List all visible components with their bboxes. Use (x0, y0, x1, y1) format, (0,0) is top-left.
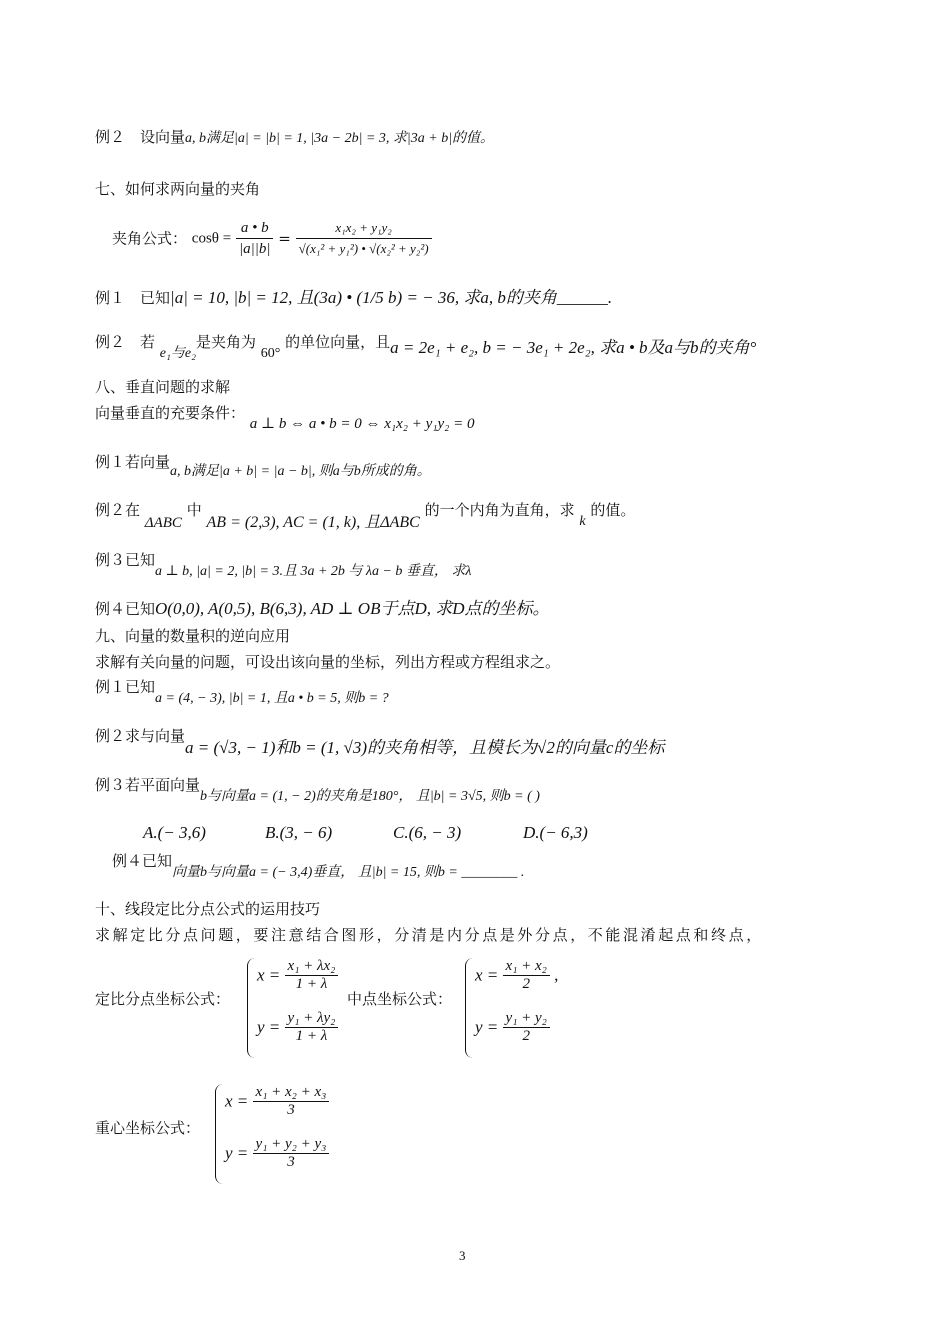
angle-example-2 (95, 332, 757, 361)
fraction-numerator: x₁x₂ + y₁y₂ (296, 218, 432, 239)
reverse-example-2 (95, 726, 665, 757)
centroid-formula-system (215, 1084, 345, 1184)
example-label: 例２ 设向量 (95, 128, 186, 146)
reverse-example-4 (112, 851, 525, 880)
condition-label: 向量垂直的充要条件： (95, 404, 246, 422)
math-expression: a, b满足|a| = |b| = 1, |3a − 2b| = 3, 求|3a + b|的值。 (185, 131, 495, 146)
section-10-heading: 十、线段定比分点公式的运用技巧 (95, 900, 321, 918)
example-label: 例４已知 (95, 600, 156, 618)
comma: , (554, 965, 559, 985)
midpoint-x-row (475, 958, 558, 993)
text-segment: 的单位向量，且 (285, 333, 391, 351)
example-label: 例３已知 (95, 551, 156, 569)
text-segment: 的值。 (590, 501, 636, 519)
division-y-fraction (285, 1010, 339, 1045)
math-expression: AB = (2,3), AC = (1, k), 且ΔABC (206, 514, 420, 531)
fraction-numerator: x₁ + x₂ + x₃ (253, 1084, 330, 1102)
fraction-denominator: 2 (522, 976, 530, 992)
example-label: 例１已知 (95, 678, 156, 696)
section-9-description: 求解有关向量的问题，可设出该向量的坐标，列出方程或方程组求之。 (95, 653, 561, 671)
perp-example-3 (95, 550, 472, 579)
math-expression: a, b满足|a + b| = |a − b|, 则a与b所成的角。 (170, 464, 431, 479)
fraction-denominator: 1 + λ (295, 976, 328, 992)
lhs: y = (225, 1143, 249, 1163)
division-x-row (257, 958, 338, 993)
midpoint-formula-label: 中点坐标公式： (347, 990, 453, 1008)
lhs: x = (475, 965, 499, 985)
reverse-example-3 (95, 775, 540, 804)
example-label: 例４已知 (112, 852, 173, 870)
division-x-fraction (285, 958, 339, 993)
example-label: 例２ 若 (95, 333, 156, 351)
centroid-formula-label: 重心坐标公式： (95, 1119, 201, 1137)
midpoint-formula-system (465, 958, 565, 1058)
angle-fraction-1 (236, 218, 274, 259)
angle-example-1 (95, 288, 612, 308)
division-formula-label: 定比分点坐标公式： (95, 990, 231, 1008)
fraction-numerator: y₁ + λy₂ (285, 1010, 339, 1028)
angle-value: 60° (260, 346, 281, 361)
option-b: B.(3, − 6) (265, 823, 333, 842)
section-8-heading: 八、垂直问题的求解 (95, 378, 231, 396)
lhs: x = (257, 965, 281, 985)
example-label: 例１若向量 (95, 453, 171, 471)
math-expression: |a| = 10, |b| = 12, 且(3a) • (1/5 b) = − 36, 求a, b的夹角______. (170, 288, 613, 307)
text-segment: 中 (186, 501, 202, 519)
left-brace (215, 1084, 224, 1184)
math-expression: b与向量a = (1, − 2)的夹角是180°， 且|b| = 3√5, 则b = ( ) (200, 789, 540, 804)
division-formula-system (247, 958, 347, 1058)
k-variable: k (579, 514, 586, 529)
math-expression: a ⊥ b, |a| = 2, |b| = 3.且 3a + 2b 与 λa − b 垂直， 求λ (155, 564, 472, 579)
section-10-description: 求解定比分点问题，要注意结合图形，分清是内分点是外分点，不能混淆起点和终点， (95, 926, 764, 944)
text-segment: 是夹角为 (195, 333, 256, 351)
left-brace (465, 958, 474, 1058)
fraction-denominator: 3 (287, 1154, 295, 1170)
text-segment: 的一个内角为直角，求 (424, 501, 575, 519)
fraction-numerator: x₁ + x₂ (503, 958, 550, 976)
fraction-numerator: x₁ + λx₂ (285, 958, 339, 976)
centroid-x-row (225, 1084, 329, 1119)
reverse-example-1 (95, 677, 389, 706)
lhs: x = (225, 1091, 249, 1111)
midpoint-x-fraction (503, 958, 550, 993)
fraction-numerator: y₁ + y₂ + y₃ (253, 1136, 330, 1154)
page-number: 3 (459, 1248, 466, 1263)
example-label: 例３若平面向量 (95, 776, 201, 794)
midpoint-y-row (475, 1010, 550, 1045)
midpoint-y-fraction (503, 1010, 550, 1045)
perp-example-2 (95, 500, 636, 531)
centroid-y-fraction (253, 1136, 330, 1171)
option-a: A.(− 3,6) (143, 823, 206, 842)
triangle-symbol: ΔABC (144, 515, 182, 531)
example-label: 例２求与向量 (95, 727, 186, 745)
perpendicular-condition (95, 403, 475, 432)
fraction-denominator: 2 (522, 1028, 530, 1044)
section-7-heading: 七、如何求两向量的夹角 (95, 180, 261, 198)
perp-example-4 (95, 599, 550, 619)
math-expression: 向量b与向量a = (− 3,4)垂直， 且|b| = 15, 则b = ________ . (172, 865, 525, 880)
unit-vectors: e₁与e₂ (159, 346, 196, 361)
section-9-heading: 九、向量的数量积的逆向应用 (95, 627, 291, 645)
formula-label: 夹角公式： (112, 229, 188, 248)
angle-fraction-2 (296, 218, 432, 259)
lhs: y = (257, 1017, 281, 1037)
perp-example-1 (95, 452, 431, 479)
option-d: D.(− 6,3) (523, 823, 588, 842)
math-expression: a = 2e₁ + e₂, b = − 3e₁ + 2e₂, 求a • b及a与b的夹角° (390, 338, 757, 357)
fraction-denominator: √(x₁² + y₁²) • √(x₂² + y₂²) (298, 241, 429, 256)
fraction-denominator: |a||b| (238, 241, 271, 257)
example-2-line (95, 127, 494, 149)
example-label: 例２在 (95, 501, 141, 519)
centroid-y-row (225, 1136, 329, 1171)
answer-options (143, 823, 588, 843)
math-expression: a = (√3, − 1)和b = (1, √3)的夹角相等，且模长为√2的向量c的坐标 (185, 738, 665, 757)
angle-formula-line (112, 218, 432, 264)
math-expression: a ⊥ b ⇔ a • b = 0 ⇔ x₁x₂ + y₁y₂ = 0 (249, 416, 475, 432)
math-expression: O(0,0), A(0,5), B(6,3), AD ⊥ OB于点D, 求D点的坐标。 (155, 599, 550, 618)
example-label: 例１ 已知 (95, 289, 171, 307)
fraction-numerator: a • b (236, 218, 274, 239)
fraction-denominator: 1 + λ (295, 1028, 328, 1044)
equals-sign: = (278, 229, 291, 248)
division-y-row (257, 1010, 338, 1045)
fraction-numerator: y₁ + y₂ (503, 1010, 550, 1028)
math-expression: a = (4, − 3), |b| = 1, 且a • b = 5, 则b = ? (155, 691, 389, 706)
lhs: y = (475, 1017, 499, 1037)
centroid-x-fraction (253, 1084, 330, 1119)
option-c: C.(6, − 3) (393, 823, 462, 842)
cos-lhs: cosθ = (191, 230, 232, 247)
left-brace (247, 958, 256, 1058)
fraction-denominator: 3 (287, 1102, 295, 1118)
